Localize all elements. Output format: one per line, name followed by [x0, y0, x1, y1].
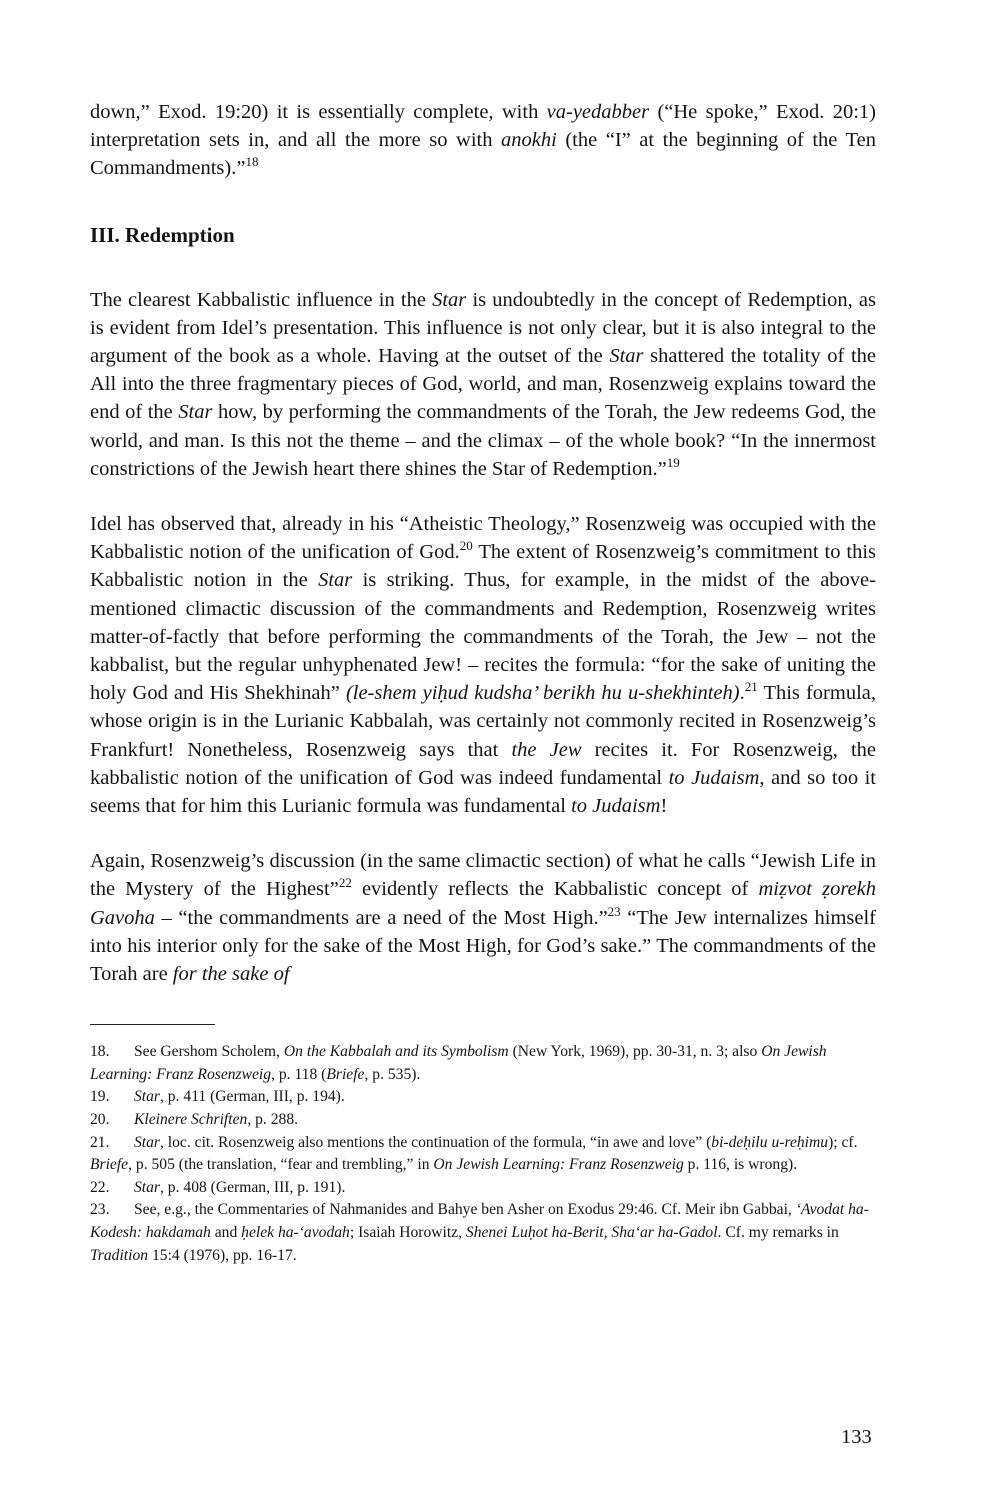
text-run: Briefe [90, 1156, 129, 1174]
text-run: – “the commandments are a need of the Most High.” [154, 906, 608, 929]
footnote-number: 23. [90, 1201, 110, 1219]
text-run: shattered the totality of the All into the three fragmentary pieces of God, world, and man, Rosenzweig explains toward the end of the [90, 345, 877, 424]
text-run: to Judaism [668, 766, 760, 789]
footnote [90, 1109, 876, 1132]
text-run: Tradition [90, 1246, 149, 1264]
text-run: (New York, 1969), pp. 30-31, n. 3; also [508, 1043, 762, 1061]
text-run: “The Jew internalizes himself into his interior only for the sake of the Most High, for God’s sake.” The commandments of the Torah are [90, 906, 876, 986]
page-number: 133 [841, 1426, 872, 1448]
text-run: to Judaism [571, 795, 661, 818]
text-run: Star [609, 345, 644, 368]
text-run: down,” Exod. 19:20) it is essentially complete, with [90, 101, 547, 123]
text-run: the Jew [511, 738, 582, 761]
text-run: 15:4 (1976), pp. 16-17. [148, 1246, 297, 1264]
footnote-number: 19. [90, 1088, 110, 1106]
footnote [90, 1177, 876, 1200]
text-run: The clearest Kabbalistic influence in the [90, 288, 433, 311]
text-run: Idel has observed that, already in his “Atheistic Theology,” Rosenzweig was occupied with the Kabbalistic notion of the unification of God. [90, 513, 876, 564]
footnote-number: 22. [90, 1178, 110, 1196]
text-run: Star [134, 1088, 160, 1106]
text-run: Briefe [326, 1065, 365, 1083]
text-run: Star [432, 288, 467, 311]
footnote-text [134, 1088, 345, 1105]
text-run: anokhi [501, 129, 557, 152]
text-run: This formula, whose origin is in the Lurianic Kabbalah, was certainly not commonly recited in Rosenzweig’s Frankfurt! Nonetheless, Rosenzweig says that [90, 682, 876, 761]
paragraph [90, 510, 876, 820]
text-run: See, e.g., the Commentaries of Nahmanides and Bahye ben Asher on Exodus 29:46. Cf. Meir ibn Gabbai, [134, 1201, 796, 1219]
text-run: Kleinere Schriften [134, 1111, 248, 1129]
text-run: , p. 411 (German, III, p. 194). [160, 1088, 345, 1106]
footnote-ref: 20 [459, 538, 473, 554]
text-run: Star [318, 569, 353, 592]
text-run: On Jewish Learning: Franz Rosenzweig [90, 1043, 827, 1083]
footnote-text [90, 1043, 827, 1083]
text-run: for the sake of [172, 963, 290, 986]
text-run: . [739, 682, 745, 705]
text-run: , p. 505 (the translation, “fear and trembling,” in [128, 1156, 434, 1174]
footnote [90, 1041, 876, 1086]
footnote-number: 18. [90, 1043, 110, 1061]
footnote-ref: 21 [744, 679, 758, 695]
footnote-ref: 22 [338, 875, 352, 891]
text-run: ʻAvodat ha-Kodesh: hakdamah [90, 1201, 869, 1242]
text-run: The extent of Rosenzweig’s commitment to this Kabbalistic notion in the [90, 541, 876, 592]
footnote-text [90, 1134, 858, 1174]
text-run: Star [134, 1133, 160, 1151]
text-run: ; Isaiah Horowitz, [349, 1224, 466, 1242]
text-run: va-yedabber [546, 101, 650, 123]
section-heading: III. Redemption [90, 222, 235, 247]
footnote-ref: 18 [245, 154, 259, 170]
page-body [90, 98, 876, 1267]
paragraph [90, 98, 876, 183]
text-run: bi-deḥilu u-reḥimu [711, 1133, 829, 1151]
footnote-number: 20. [90, 1111, 110, 1129]
text-run: On Jewish Learning: Franz Rosenzweig [433, 1156, 684, 1174]
text-run: (“He spoke,” Exod. 20:1) interpretation sets in, and all the more so with [90, 101, 876, 152]
text-run: (le-shem yiḥud kudsha’ berikh hu u-shekhinteh) [345, 682, 740, 705]
footnote [90, 1199, 876, 1267]
text-run: (the “I” at the beginning of the Ten Commandments).” [90, 129, 876, 180]
text-run: p. 116, is wrong). [683, 1156, 798, 1174]
footnote-text [134, 1111, 298, 1128]
text-run: , p. 288. [247, 1111, 299, 1129]
footnote-text [90, 1201, 869, 1263]
footnote-text [134, 1179, 345, 1196]
footnote-ref: 19 [666, 455, 680, 470]
text-run: On the Kabbalah and its Symbolism [283, 1043, 509, 1061]
text-run: See Gershom Scholem, [134, 1043, 284, 1061]
text-run: . Cf. my remarks in [717, 1224, 839, 1242]
footnote-number: 21. [90, 1133, 110, 1151]
text-run: is striking. Thus, for example, in the midst of the above-mentioned climactic discussion of the commandments and Redemption, Rosenzweig writes matter-of-factly that before performing the commandments of the Torah, the Jew – not the kabbalist, but the regular unhyphenated Jew! – recites the formula: “for the sake of uniting the holy God and His Shekhinah” [90, 569, 876, 705]
text-run: Star [178, 401, 213, 424]
text-run: recites it. For Rosenzweig, the kabbalistic notion of the unification of God was indeed fundamental [90, 738, 876, 789]
text-run: ḥelek ha-ʻavodah [241, 1224, 350, 1242]
text-run: , and so too it seems that for him this Lurianic formula was fundamental [90, 766, 876, 818]
text-run: , p. 535). [364, 1065, 421, 1083]
footnote [90, 1132, 876, 1177]
text-run: Shenei Luḥot ha-Berit, Shaʻar ha-Gadol [465, 1224, 718, 1242]
footnotes [90, 1041, 876, 1267]
text-run: miẓvot ẓorekh Gavoha [90, 878, 876, 929]
footnote [90, 1086, 876, 1109]
text-run: evidently reflects the Kabbalistic concept of [351, 878, 759, 901]
text-run: ); cf. [828, 1133, 858, 1151]
text-run: Again, Rosenzweig’s discussion (in the same climactic section) of what he calls “Jewish Life in the Mystery of the Highest” [90, 850, 876, 901]
text-run: , p. 408 (German, III, p. 191). [160, 1178, 346, 1196]
text-run: and [210, 1224, 242, 1242]
footnote-ref: 23 [607, 903, 621, 919]
footnote-separator [90, 1024, 215, 1025]
text-run: , p. 118 ( [271, 1065, 327, 1083]
text-run: ! [660, 795, 668, 818]
paragraph [90, 847, 876, 988]
paragraph [90, 286, 876, 483]
text-run: Star [134, 1178, 160, 1196]
text-run: is undoubtedly in the concept of Redemption, as is evident from Idel’s presentation. This influence is not only clear, but it is also integral to the argument of the book as a whole. Having at the outset of the [90, 288, 877, 368]
text-run: , loc. cit. Rosenzweig also mentions the continuation of the formula, “in awe and love” ( [160, 1133, 712, 1151]
text-run: how, by performing the commandments of the Torah, the Jew redeems God, the world, and man. Is this not the theme – and the climax – of the whole book? “In the innermost constrictions of the Jewish heart there shines the Star of Redemption.” [90, 401, 876, 480]
